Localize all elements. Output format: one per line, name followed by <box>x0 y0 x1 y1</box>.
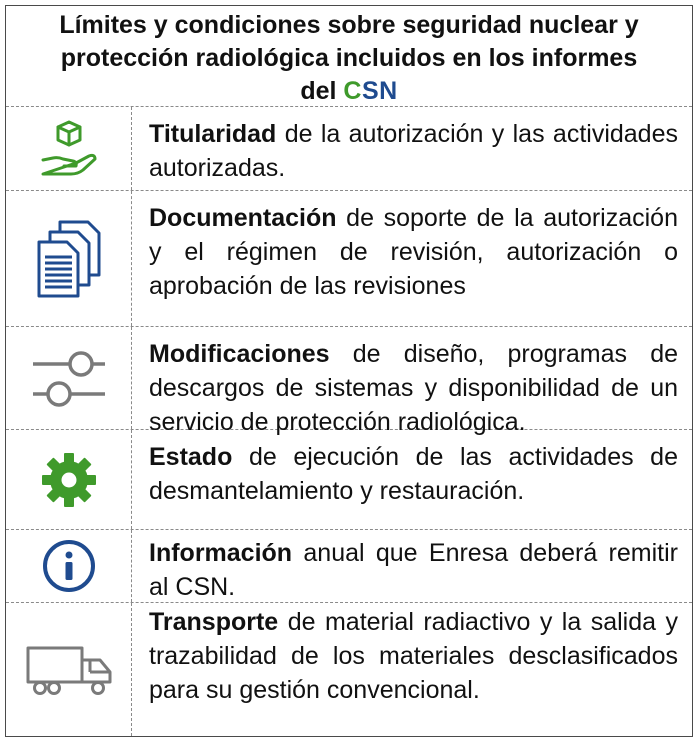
row-term: Documentación <box>149 204 337 232</box>
row-text <box>132 530 692 602</box>
row-text <box>132 327 692 436</box>
table-header <box>6 6 692 107</box>
row-text <box>132 603 692 736</box>
table-row <box>6 603 692 736</box>
info-icon <box>41 538 97 594</box>
table-row <box>6 191 692 327</box>
row-text <box>132 430 692 529</box>
table-row <box>6 107 692 191</box>
row-text <box>132 191 692 326</box>
row-description: de soporte de la autorización y el régimen de revisión, autorización o aprobación de las revisiones <box>149 204 678 300</box>
conditions-table <box>5 5 693 737</box>
row-term: Información <box>149 539 293 567</box>
row-term: Modificaciones <box>149 340 330 368</box>
icon-cell <box>6 107 132 190</box>
hand-box-icon <box>38 118 100 180</box>
title-line-3 <box>6 75 692 108</box>
icon-cell <box>6 603 132 736</box>
gear-icon <box>41 452 97 508</box>
table-row <box>6 430 692 530</box>
row-text <box>132 107 692 190</box>
icon-cell <box>6 327 132 429</box>
csn-logo: CSN <box>343 77 398 105</box>
row-description: de diseño, programas de descargos de sistemas y disponibilidad de un servicio de protección radiológica. <box>149 340 678 436</box>
icon-cell <box>6 430 132 529</box>
title-line-3-prefix: del <box>300 77 337 105</box>
documents-icon <box>36 219 102 299</box>
table-row <box>6 530 692 603</box>
row-term: Estado <box>149 443 233 471</box>
title-line-1: Límites y condiciones sobre seguridad nuclear y <box>59 11 639 39</box>
row-description: de material radiactivo y la salida y trazabilidad de los materiales desclasificados para su gestión convencional. <box>149 608 679 704</box>
row-description: de ejecución de las actividades de desmantelamiento y restauración. <box>149 443 678 505</box>
sliders-icon <box>31 348 107 408</box>
icon-cell <box>6 191 132 326</box>
truck-icon <box>26 644 112 696</box>
row-term: Transporte <box>149 608 279 636</box>
table-row <box>6 327 692 436</box>
row-description: de la autorización y las actividades autorizadas. <box>149 120 678 182</box>
row-description: anual que Enresa deberá remitir al CSN. <box>149 539 678 601</box>
title-line-2: protección radiológica incluidos en los informes <box>60 44 638 72</box>
row-term: Titularidad <box>149 120 277 148</box>
icon-cell <box>6 530 132 602</box>
